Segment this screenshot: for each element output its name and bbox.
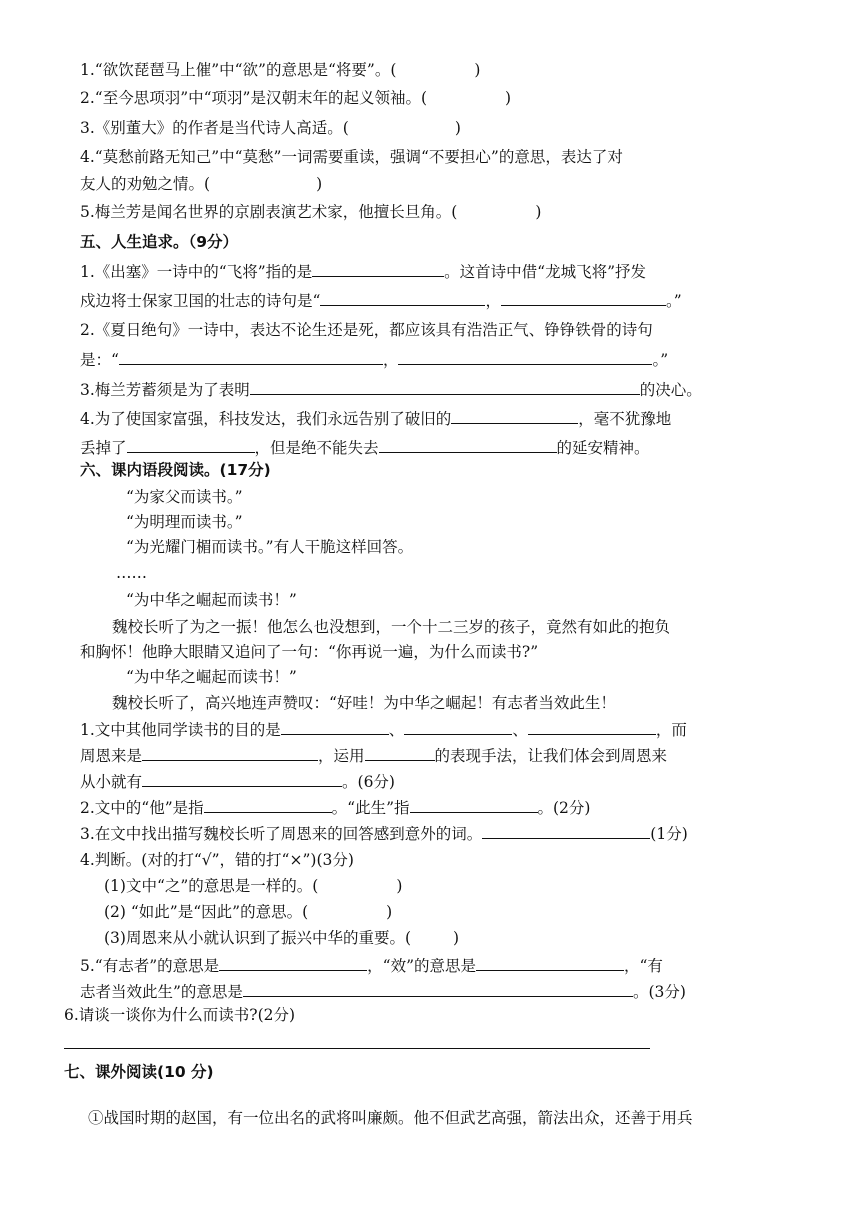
section-7-heading: 七、课外阅读(10 分)	[64, 1063, 214, 1081]
passage-line-7: “为中华之崛起而读书！”	[126, 668, 297, 686]
s6-question-1-cont: 周恩来是 ，运用 的表现手法，让我们体会到周恩来	[80, 747, 668, 765]
s6-question-3: 3.在文中找出描写魏校长听了周恩来的回答感到意外的词。 (1分)	[80, 825, 688, 843]
s6-q1-blank-2[interactable]	[404, 719, 512, 735]
s6-q1-blank-4[interactable]	[142, 745, 318, 761]
section-6-heading: 六、课内语段阅读。(17分)	[80, 461, 271, 479]
s6-q2-blank-2[interactable]	[410, 797, 538, 813]
s6-question-6: 6.请谈一谈你为什么而读书?(2分)	[64, 1006, 296, 1024]
s5-question-4-cont: 丢掉了 ，但是绝不能失去 的延安精神。	[80, 439, 650, 457]
s6-question-1-cont2: 从小就有 。(6分)	[80, 773, 395, 791]
tf-question-1: 1.“欲饮琵琶马上催”中“欲”的意思是“将要”。( )	[80, 61, 481, 79]
s6-q2-blank-1[interactable]	[204, 797, 332, 813]
tf-question-4: 4.“莫愁前路无知己”中“莫愁”一词需要重读，强调“不要担心”的意思，表达了对	[80, 148, 623, 166]
s6-question-5-cont: 志者当效此生”的意思是 。(3分)	[80, 983, 686, 1001]
passage-line-2: “为明理而读书。”	[126, 513, 243, 531]
passage-ellipsis: ……	[116, 564, 147, 582]
tf-q2-text: 2.“至今思项羽”中“项羽”是汉朝末年的起义领袖。(	[80, 89, 428, 107]
s6-question-1: 1.文中其他同学读书的目的是 、 、 ，而	[80, 721, 687, 739]
s5-question-4: 4.为了使国家富强，科技发达，我们永远告别了破旧的 ，毫不犹豫地	[80, 410, 672, 428]
s6-q5-blank-1[interactable]	[219, 955, 367, 971]
s6-q1-blank-3[interactable]	[528, 719, 656, 735]
tf-q1-text: 1.“欲饮琵琶马上催”中“欲”的意思是“将要”。(	[80, 61, 397, 79]
s5-q2-blank-2[interactable]	[398, 349, 652, 365]
s6-q1-blank-5[interactable]	[365, 745, 435, 761]
s6-q1-blank-6[interactable]	[142, 771, 342, 787]
s5-q2-blank-1[interactable]	[119, 349, 383, 365]
s5-question-3: 3.梅兰芳蓄须是为了表明 的决心。	[80, 381, 702, 399]
s6-question-5: 5.“有志者”的意思是 ，“效”的意思是 ，“有	[80, 957, 663, 975]
s6-q6-answer-line[interactable]	[64, 1048, 650, 1049]
s7-passage-line-1: ①战国时期的赵国，有一位出名的武将叫廉颇。他不但武艺高强，箭法出众，还善于用兵	[88, 1109, 693, 1127]
s5-question-2-cont: 是：“ ， 。”	[80, 351, 669, 369]
passage-line-6-cont: 和胸怀！他睁大眼睛又追问了一句：“你再说一遍，为什么而读书?”	[80, 643, 539, 661]
passage-line-5: “为中华之崛起而读书！”	[126, 591, 297, 609]
s5-q4-blank-2[interactable]	[127, 437, 255, 453]
s5-q1-blank-1[interactable]	[312, 261, 444, 277]
s5-q4-blank-1[interactable]	[451, 408, 578, 424]
s5-q3-blank[interactable]	[250, 379, 640, 395]
tf-question-2: 2.“至今思项羽”中“项羽”是汉朝末年的起义领袖。( )	[80, 89, 512, 107]
s6-q1-blank-1[interactable]	[281, 719, 389, 735]
passage-line-3: “为光耀门楣而读书。”有人干脆这样回答。	[126, 538, 414, 556]
s6-q4-item-1: (1)文中“之”的意思是一样的。( )	[104, 877, 403, 895]
passage-line-1: “为家父而读书。”	[126, 488, 243, 506]
passage-line-6: 魏校长听了为之一振！他怎么也没想到，一个十二三岁的孩子，竟然有如此的抱负	[112, 618, 671, 636]
tf-question-4-cont: 友人的劝勉之情。( )	[80, 175, 323, 193]
section-5-heading: 五、人生追求。（9分）	[80, 233, 239, 251]
s5-q1-blank-3[interactable]	[501, 290, 666, 306]
s6-q3-blank[interactable]	[482, 823, 650, 839]
s5-question-1: 1.《出塞》一诗中的“飞将”指的是 。这首诗中借“龙城飞将”抒发	[80, 263, 646, 281]
s6-q5-blank-3[interactable]	[243, 981, 633, 997]
s6-q5-blank-2[interactable]	[476, 955, 624, 971]
passage-line-8: 魏校长听了，高兴地连声赞叹：“好哇！为中华之崛起！有志者当效此生！	[112, 694, 616, 712]
tf-question-3: 3.《别董大》的作者是当代诗人高适。( )	[80, 119, 461, 137]
s6-question-4: 4.判断。(对的打“√”，错的打“×”)(3分)	[80, 851, 354, 869]
s6-q4-item-3: (3)周恩来从小就认识到了振兴中华的重要。( )	[104, 929, 460, 947]
s6-q4-item-2: (2) “如此”是“因此”的意思。( )	[104, 903, 393, 921]
tf-q3-text: 3.《别董大》的作者是当代诗人高适。(	[80, 119, 349, 137]
s5-q1-blank-2[interactable]	[320, 290, 485, 306]
s6-question-2: 2.文中的“他”是指 。“此生”指 。(2分)	[80, 799, 591, 817]
tf-question-5: 5.梅兰芳是闻名世界的京剧表演艺术家，他擅长旦角。( )	[80, 203, 542, 221]
s5-question-2: 2.《夏日绝句》一诗中，表达不论生还是死，都应该具有浩浩正气、铮铮铁骨的诗句	[80, 321, 653, 339]
s5-q4-blank-3[interactable]	[379, 437, 557, 453]
s5-question-1-cont: 戍边将士保家卫国的壮志的诗句是“ ， 。”	[80, 292, 682, 310]
